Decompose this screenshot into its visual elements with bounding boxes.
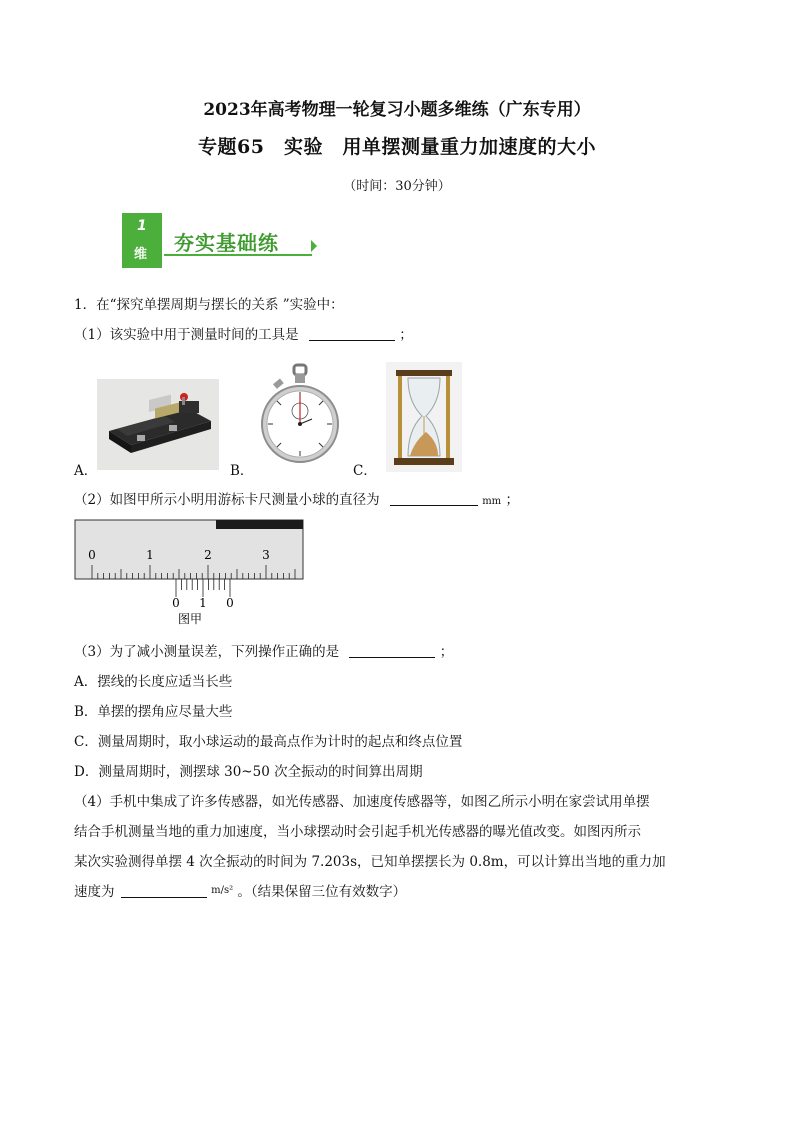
answer-blank-3[interactable] bbox=[349, 643, 435, 658]
part3-text: （3）为了减小测量误差，下列操作正确的是 bbox=[74, 644, 340, 660]
arrow-icon bbox=[311, 240, 317, 252]
badge-text: 维 bbox=[134, 247, 148, 262]
section-label bbox=[164, 226, 312, 256]
choice-b-label: B． bbox=[230, 463, 254, 479]
main-scale-label: 1 bbox=[146, 548, 154, 562]
main-scale-label: 2 bbox=[204, 548, 212, 562]
option-b[interactable]: B．单摆的摆角应尽量大些 bbox=[74, 704, 233, 720]
part4-suffix: 。（结果保留三位有效数字） bbox=[237, 884, 407, 900]
section-label-text: 夯实基础练 bbox=[174, 231, 279, 255]
vernier-caliper-figure bbox=[74, 519, 306, 629]
answer-blank-4[interactable] bbox=[121, 883, 207, 898]
part4-unit: m/s² bbox=[211, 885, 234, 896]
part4-prefix: 速度为 bbox=[74, 884, 115, 900]
part3-line bbox=[74, 640, 453, 660]
part1-suffix: ； bbox=[399, 327, 413, 343]
part1-text: （1）该实验中用于测量时间的工具是 bbox=[74, 327, 299, 343]
figure-caption: 图甲 bbox=[177, 612, 203, 626]
vernier-scale-label: 0 bbox=[226, 596, 234, 610]
part4-line1: （4）手机中集成了许多传感器，如光传感器、加速度传感器等，如图乙所示小明在家尝试用单摆 bbox=[74, 794, 650, 810]
level-badge bbox=[122, 213, 162, 268]
question-stem: 1．在“探究单摆周期与摆长的关系 ”实验中： bbox=[74, 297, 344, 313]
option-c[interactable]: C．测量周期时，取小球运动的最高点作为计时的起点和终点位置 bbox=[74, 734, 463, 750]
part2-suffix: ； bbox=[505, 492, 519, 508]
vernier-scale-label: 0 bbox=[172, 596, 180, 610]
main-scale-label: 0 bbox=[88, 548, 96, 562]
part4-line4 bbox=[74, 880, 406, 900]
part1-line bbox=[74, 323, 413, 343]
choice-a-label: A． bbox=[74, 463, 98, 479]
vernier-scale-label: 1 bbox=[199, 596, 207, 610]
hourglass-image bbox=[386, 362, 462, 472]
part2-unit: mm bbox=[482, 496, 502, 507]
answer-blank-1[interactable] bbox=[309, 326, 395, 341]
main-scale-label: 3 bbox=[262, 548, 270, 562]
stopwatch-image bbox=[260, 361, 340, 470]
part3-suffix: ； bbox=[439, 644, 454, 660]
topic-title: 专题65 实验 用单摆测量重力加速度的大小 bbox=[198, 136, 596, 158]
series-title: 2023年高考物理一轮复习小题多维练（广东专用） bbox=[203, 100, 591, 120]
answer-blank-2[interactable] bbox=[390, 491, 478, 506]
badge-number: 1 bbox=[137, 218, 147, 234]
part2-line bbox=[74, 488, 519, 508]
time-note: （时间：30分钟） bbox=[343, 179, 451, 194]
option-a[interactable]: A．摆线的长度应适当长些 bbox=[74, 674, 233, 690]
electromagnetic-timer-image bbox=[97, 379, 219, 470]
choice-c-label: C． bbox=[353, 463, 377, 479]
part2-text: （2）如图甲所示小明用游标卡尺测量小球的直径为 bbox=[74, 492, 380, 508]
part4-line3: 某次实验测得单摆 4 次全振动的时间为 7.203s，已知单摆摆长为 0.8m，可以计算出当地的重力加 bbox=[74, 854, 666, 870]
part4-line2: 结合手机测量当地的重力加速度，当小球摆动时会引起手机光传感器的曝光值改变。如图丙所示 bbox=[74, 824, 641, 840]
option-d[interactable]: D．测量周期时，测摆球 30~50 次全振动的时间算出周期 bbox=[74, 764, 423, 780]
section-banner bbox=[122, 213, 317, 268]
